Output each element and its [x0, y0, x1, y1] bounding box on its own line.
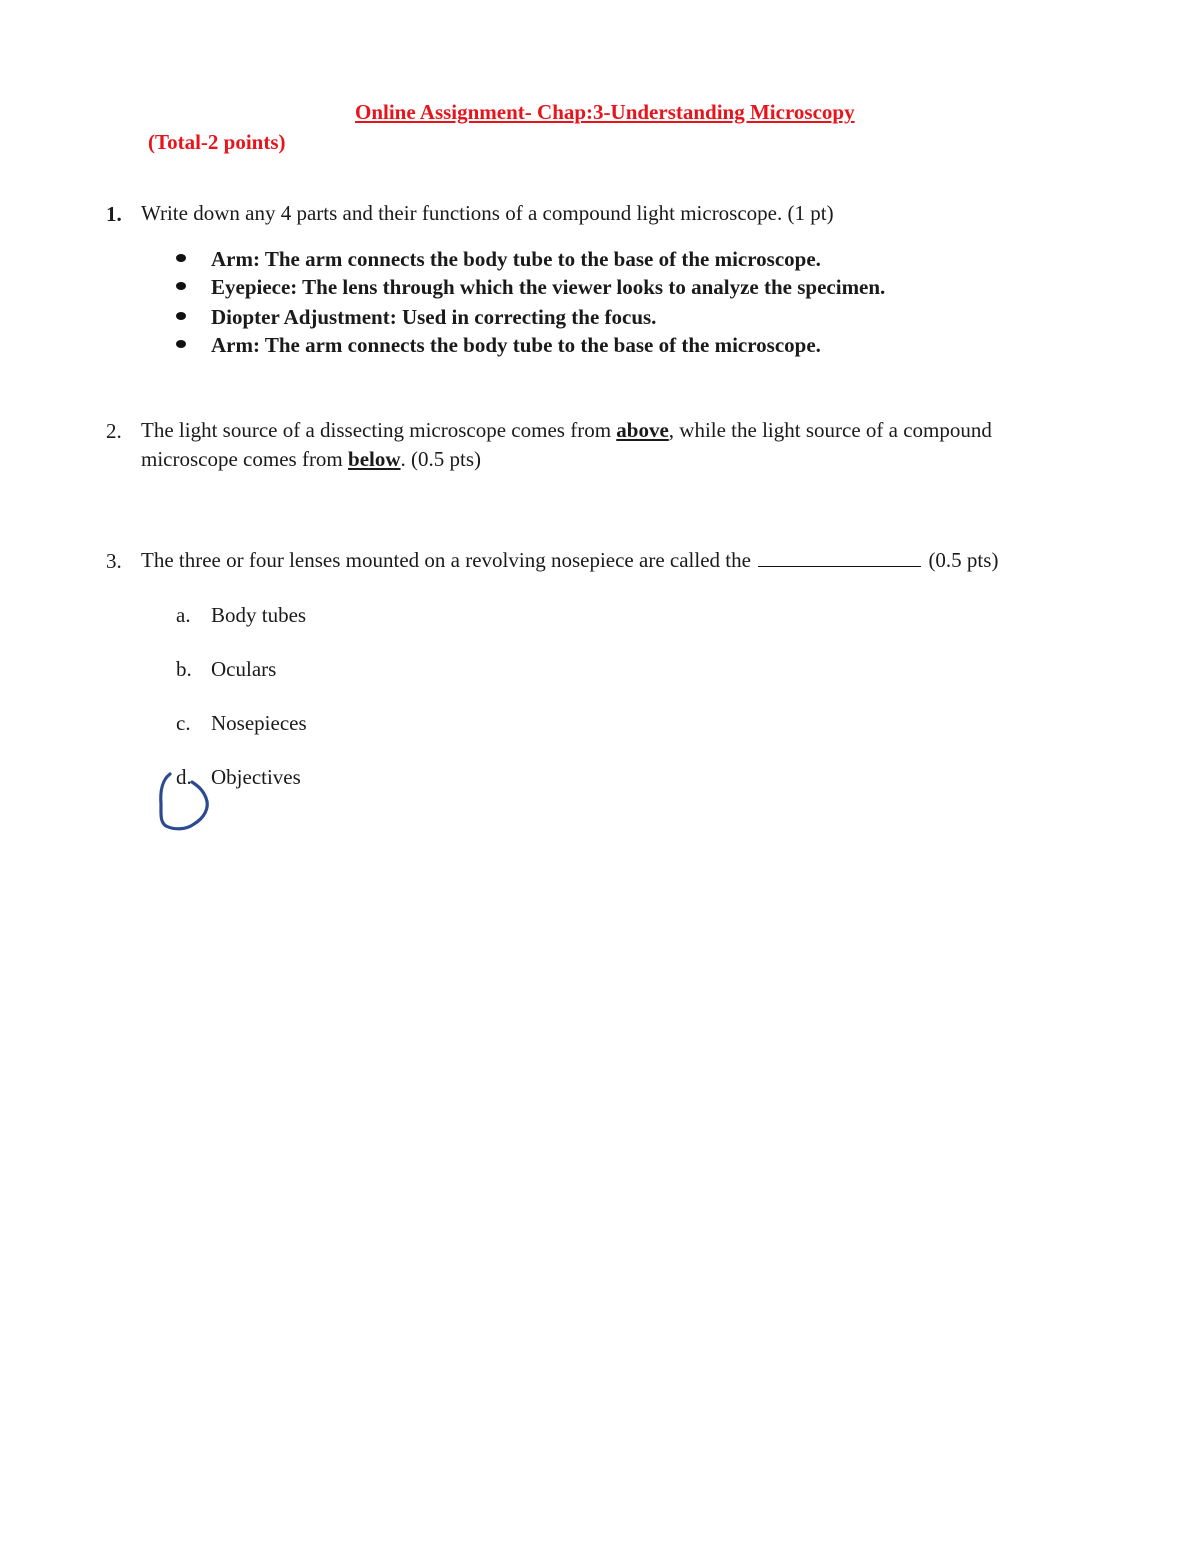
option-text: Objectives [211, 765, 301, 789]
answer-blank [758, 548, 921, 567]
question-2-text: microscope comes from [141, 447, 349, 471]
question-2-number: 2. [106, 419, 122, 443]
option-letter: b. [176, 657, 192, 681]
option-letter: c. [176, 711, 191, 735]
bullet-icon [176, 340, 186, 348]
option-text: Oculars [211, 657, 277, 681]
question-1-number: 1. [106, 202, 122, 226]
question-2-line-1 [141, 416, 992, 445]
total-points: (Total-2 points) [148, 130, 286, 154]
answer-text: Eyepiece: The lens through which the viewer looks to analyze the specimen. [211, 275, 886, 299]
answer-text: Arm: The arm connects the body tube to the base of the microscope. [211, 247, 821, 271]
handwritten-circle-icon [152, 768, 216, 834]
question-3-points: (0.5 pts) [928, 548, 999, 572]
question-3-number: 3. [106, 549, 122, 573]
question-3-prompt [141, 546, 998, 575]
question-2-answer-above: above [616, 418, 669, 442]
question-2-text: , while the light source of a compound [668, 418, 992, 442]
bullet-icon [176, 312, 186, 320]
option-text: Body tubes [211, 603, 307, 627]
question-2-text: . (0.5 pts) [400, 447, 482, 471]
question-2-line-2 [141, 445, 481, 474]
question-2-answer-below: below [348, 447, 401, 471]
question-1-prompt: Write down any 4 parts and their functions of a compound light microscope. (1 pt) [141, 201, 834, 225]
bullet-icon [176, 282, 186, 290]
answer-text: Arm: The arm connects the body tube to the base of the microscope. [211, 333, 821, 357]
answer-text: Diopter Adjustment: Used in correcting the focus. [211, 305, 657, 329]
option-letter: a. [176, 603, 191, 627]
option-letter: d. [176, 765, 192, 789]
assignment-title: Online Assignment- Chap:3-Understanding Microscopy [355, 100, 855, 124]
question-3-text: The three or four lenses mounted on a revolving nosepiece are called the [141, 548, 751, 572]
bullet-icon [176, 254, 186, 262]
question-2-text: The light source of a dissecting microscope comes from [141, 418, 617, 442]
option-text: Nosepieces [211, 711, 307, 735]
